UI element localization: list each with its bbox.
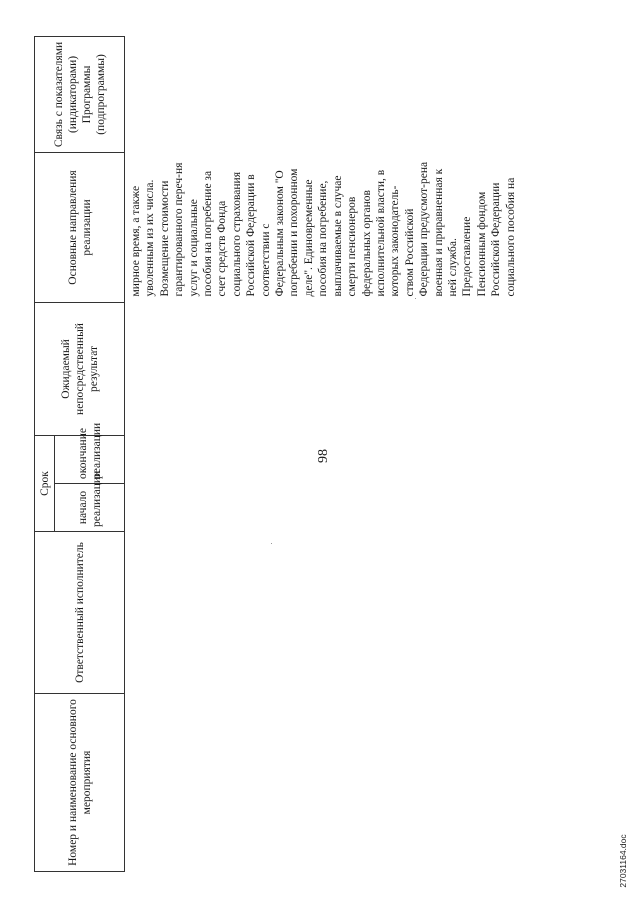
header-link-to-indicators: Связь с показателями (индикаторами) Программы (подпрограммы) <box>35 36 125 152</box>
document-id: 27031164.doc <box>618 834 628 888</box>
page-number: 98 <box>316 449 331 463</box>
scan-speck <box>271 543 272 544</box>
header-term-end: окончание реализации <box>55 435 125 483</box>
rotated-table-sheet <box>34 37 606 872</box>
header-term-start: начало реализации <box>55 484 125 532</box>
cell-activity <box>125 694 607 872</box>
cell-term-end <box>125 435 607 483</box>
scan-speck <box>415 298 416 299</box>
cell-result <box>125 302 607 435</box>
directions-text: мирное время, а также уволенным из их числа. Возмещение стоимости гарантированного переч-ня услуг и социальные пособия на погребение за счет средств Фонда социального страхования Российской Федерации в соответствии с Федеральным законом "О погребении и похоронном деле". Единовременные пособия на погребение, выплачиваемые в случае смерти пенсионеров федеральных органов исполнительной власти, в которых законодатель-ством Российской Федерации предусмот-рена военная и приравненная к ней служба. Предоставление Пенсионным фондом Российской Федерации социального пособия на <box>130 161 517 297</box>
cell-term-start <box>125 484 607 532</box>
cell-executor <box>125 532 607 694</box>
cell-link <box>125 36 607 152</box>
header-activity-number-name: Номер и наименование основного мероприятия <box>35 694 125 872</box>
header-responsible-executor: Ответственный исполнитель <box>35 532 125 694</box>
header-main-directions: Основные направления реализации <box>35 152 125 302</box>
header-term: Срок <box>35 435 55 531</box>
header-expected-result: Ожидаемый непосредственный результат <box>35 302 125 435</box>
program-activities-table <box>34 36 606 872</box>
cell-directions <box>125 152 607 302</box>
